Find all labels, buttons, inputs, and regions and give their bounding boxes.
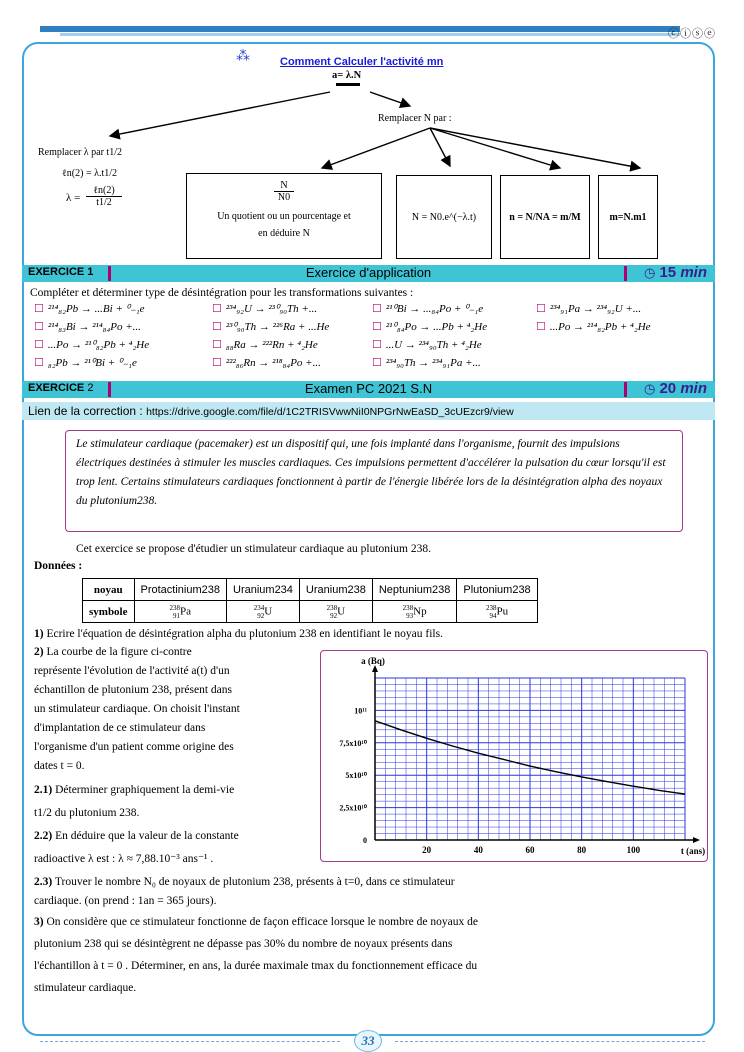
main-formula: a= λ.N: [332, 70, 362, 81]
exercise-purpose: Cet exercice se propose d'étudier un stimulateur cardiaque au plutonium 238.: [76, 543, 431, 555]
decay-law-formula: N = N0.e^(−λ.t): [411, 212, 477, 223]
lambda-lhs: λ =: [66, 192, 81, 204]
checkbox-icon: ☐: [212, 303, 222, 315]
quotient-text-1: Un quotient ou un pourcentage et: [217, 211, 351, 222]
checkbox-icon: ☐: [536, 321, 546, 333]
x-axis-label: t (ans): [680, 846, 706, 856]
exercise2-bar: [22, 381, 715, 398]
table-cell: 238 94Pu: [457, 601, 537, 623]
arrow-box4: [430, 128, 640, 168]
checkbox-icon: ☐: [536, 303, 546, 315]
table-cell: 234 92U: [227, 601, 300, 623]
moles-box: [500, 175, 590, 259]
x-tick-label: 100: [626, 845, 641, 855]
moles-formula: n = N/NA = m/M: [509, 212, 581, 223]
checkbox-icon: ☐: [34, 339, 44, 351]
equation-item: ☐ ²¹⁴₈₃Bi → ²¹⁴₈₄Po +...: [34, 321, 141, 333]
stars-icon: ⁂: [236, 49, 250, 64]
table-cell: Plutonium238: [457, 579, 537, 601]
exercise1-title: Exercice d'application: [305, 265, 432, 280]
checkbox-icon: ☐: [212, 357, 222, 369]
ln2-equation: ℓn(2) = λ.t1/2: [62, 168, 117, 179]
equation-item: ☐ ₈₈Ra → ²²²Rn + ⁴₂He: [212, 339, 318, 351]
y-tick-label: 0: [363, 836, 367, 845]
table-cell: Neptunium238: [372, 579, 457, 601]
checkbox-icon: ☐: [372, 357, 382, 369]
x-tick-label: 80: [577, 845, 587, 855]
intro-text-box: Le stimulateur cardiaque (pacemaker) est un dispositif qui, une fois implanté dans l'organisme, fournit des impulsions électriques destinées à stimuler les muscles cardiaques. Ces impulsions permettent d'accélérer la pulsation du cœur lorsqu'il est trop lent. Certains stimulateurs cardiaques fonctionnent à partir de l'énergie libérée lors de la désintégration alpha des noyaux du plutonium238.: [65, 430, 683, 532]
equation-item: ☐ ²³⁴₉₀Th → ²³⁴₉₁Pa +...: [372, 357, 481, 369]
question-2-1: 2.1) Déterminer graphiquement la demi-vie t1/2 du plutonium 238.: [34, 784, 235, 819]
checkbox-icon: ☐: [34, 303, 44, 315]
mass-formula: m=N.m1: [609, 212, 647, 223]
quotient-denominator: N0: [277, 192, 291, 203]
equation-item: ☐ ²³⁴₉₂U → ²³⁰₉₀Th +...: [212, 303, 318, 315]
question-3: 3) On considère que ce stimulateur fonctionne de façon efficace lorsque le nombre de noyaux de plutonium 238 qui se désintègrent ne dépasse pas 30% du nombre de noyaux présents dans l'échantillon à t = 0 . Déterminer, en ans, la durée maximale tmax du fonctionnement efficace du stimulateur cardiaque.: [34, 916, 478, 994]
y-tick-label: 7,5x10¹⁰: [339, 738, 367, 748]
table-row: [83, 579, 538, 601]
decay-law-box: [396, 175, 492, 259]
correction-link[interactable]: https://drive.google.com/file/d/1C2TRISVwwNiI0NPGrNwEaSD_3cUEzcr9/view: [146, 406, 514, 418]
table-cell: Uranium234: [227, 579, 300, 601]
x-tick-label: 60: [525, 845, 535, 855]
y-tick-label: 5x10¹⁰: [345, 771, 367, 781]
equation-item: ☐ ²²²₈₆Rn → ²¹⁸₈₄Po +...: [212, 357, 321, 369]
table-cell: Protactinium238: [134, 579, 227, 601]
exercise2-time: [644, 380, 707, 397]
exercise2-title: Examen PC 2021 S.N: [304, 381, 433, 396]
table-header: symbole: [83, 601, 135, 623]
exercise1-bar: [22, 265, 715, 282]
exercise1-time-unit: min: [680, 264, 707, 281]
equation-item: ☐ ²³⁰₉₀Th → ²²⁶Ra + ...He: [212, 321, 330, 333]
page-title[interactable]: Comment Calculer l'activité mn: [280, 56, 444, 68]
replace-lambda-label: Remplacer λ par t1/2: [38, 147, 122, 158]
y-tick-label: 2,5x10¹⁰: [339, 803, 367, 813]
lambda-fraction: [86, 185, 122, 208]
nucleus-table: [82, 578, 538, 623]
exercise2-separator-right: [624, 382, 627, 397]
lambda-numerator: ℓn(2): [86, 185, 122, 197]
license-icon: ⓒⓘⓢⓔ: [668, 27, 716, 40]
checkbox-icon: ☐: [372, 321, 382, 333]
mass-box: [598, 175, 658, 259]
clock-icon: ◷: [643, 265, 656, 280]
question-1: 1) Ecrire l'équation de désintégration alpha du plutonium 238 en identifiant le noyau fils.: [34, 628, 443, 640]
replace-n-label: Remplacer N par :: [378, 113, 452, 124]
data-heading: Données :: [34, 560, 83, 572]
page-number: 33: [354, 1030, 382, 1052]
question-2-2: 2.2) En déduire que la valeur de la constante radioactive λ est : λ ≈ 7,88.10⁻³ ans⁻¹ .: [34, 830, 239, 865]
question-2: 2) La courbe de la figure ci-contre représente l'évolution de l'activité a(t) d'un échantillon de plutonium 238, présent dans un stimulateur cardiaque. On choisit l'instant d'implantation de ce stimulateur dans l'organisme d'un patient comme origine des dates t = 0.: [34, 646, 240, 772]
exercise2-time-unit: min: [680, 380, 707, 397]
checkbox-icon: ☐: [372, 303, 382, 315]
footer-line-left: [40, 1041, 340, 1043]
arrow-left: [110, 92, 330, 136]
x-tick-label: 20: [422, 845, 432, 855]
exercise2-label: EXERCICE 2: [28, 382, 94, 394]
equation-item: ☐ ₈₂Pb → ²¹⁰Bi + ⁰₋₁e: [34, 357, 137, 369]
question-2-3: 2.3) Trouver le nombre N₀ de noyaux de plutonium 238, présents à t=0, dans ce stimulateur cardiaque. (on prend : 1an = 365 jours).: [34, 876, 455, 907]
arrow-right: [370, 92, 410, 106]
y-axis-arrow: [372, 665, 378, 672]
y-axis-label: a (Bq): [361, 656, 385, 666]
exercise1-instruction: Compléter et déterminer type de désintégration pour les transformations suivantes :: [30, 287, 414, 299]
table-cell: 238 91Pa: [134, 601, 227, 623]
quotient-numerator: N: [274, 180, 294, 192]
table-cell: Uranium238: [299, 579, 372, 601]
checkbox-icon: ☐: [34, 321, 44, 333]
checkbox-icon: ☐: [34, 357, 44, 369]
table-cell: 238 92U: [299, 601, 372, 623]
footer-line-right: [395, 1041, 705, 1043]
exercise2-time-value: 20: [659, 380, 677, 397]
equation-item: ☐ ²¹⁰Bi → ...₈₄Po + ⁰₋₁e: [372, 303, 484, 315]
arrow-box3: [430, 128, 560, 168]
x-tick-label: 40: [473, 845, 483, 855]
equation-item: ☐ ²¹⁴₈₂Pb → ...Bi + ⁰₋₁e: [34, 303, 145, 315]
quotient-text-2: en déduire N: [258, 228, 310, 239]
quotient-box: [186, 173, 382, 259]
y-tick-label: 10¹¹: [354, 706, 367, 716]
activity-chart: [320, 650, 708, 862]
exercise1-time: [644, 264, 707, 281]
exercise1-separator-right: [624, 266, 627, 281]
lambda-denominator: t1/2: [96, 197, 112, 208]
equation-item: ☐ ...Po → ²¹⁰₈₂Pb + ⁴₂He: [34, 339, 150, 351]
equation-item: ☐ ²³⁴₉₁Pa → ²³⁴₉₂U +...: [536, 303, 642, 315]
checkbox-icon: ☐: [212, 339, 222, 351]
equation-item: ☐ ...U → ²³⁴₉₀Th + ⁴₂He: [372, 339, 482, 351]
equation-item: ☐ ²¹⁰₈₄Po → ...Pb + ⁴₂He: [372, 321, 488, 333]
checkbox-icon: ☐: [212, 321, 222, 333]
x-axis-arrow: [693, 837, 700, 843]
arrow-box1: [322, 128, 430, 168]
table-header: noyau: [83, 579, 135, 601]
clock-icon: ◷: [643, 381, 656, 396]
correction-link-label: Lien de la correction :: [28, 404, 143, 418]
table-row: [83, 601, 538, 623]
exercise1-label: EXERCICE 1: [28, 266, 94, 278]
checkbox-icon: ☐: [372, 339, 382, 351]
exercise1-time-value: 15: [659, 264, 677, 281]
equation-item: ☐ ...Po → ²¹⁴₈₂Pb + ⁴₂He: [536, 321, 651, 333]
table-cell: 238 93Np: [372, 601, 457, 623]
correction-link-bar: [22, 402, 715, 420]
